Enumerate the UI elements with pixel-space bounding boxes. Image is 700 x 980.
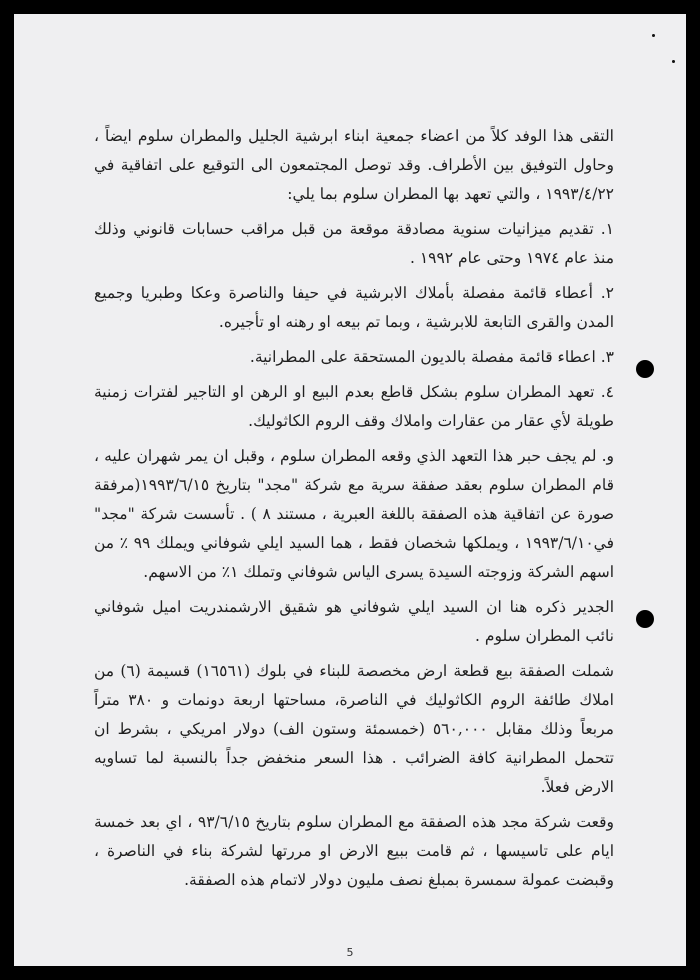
paragraph-note: الجدير ذكره هنا ان السيد ايلي شوفاني هو شقيق الارشمندريت اميل شوفاني نائب المطران سلوم .	[94, 598, 614, 645]
paragraph-item-1: ١. تقديم ميزانيات سنوية مصادقة موقعة من قبل مراقب حسابات قانوني وذلك منذ عام ١٩٧٤ وحتى عام ١٩٩٢ .	[94, 220, 614, 267]
document-body	[94, 122, 614, 901]
document-page	[14, 14, 686, 966]
paragraph-item-3: ٣. اعطاء قائمة مفصلة بالديون المستحقة على المطرانية.	[249, 348, 614, 366]
paragraph-closing: وقعت شركة مجد هذه الصفقة مع المطران سلوم بتاريخ ٩٣/٦/١٥ ، اي بعد خمسة ايام على تاسيسها ، ثم قامت ببيع الارض او مررتها لشركة بناء في الناصرة ، وقبضت عمولة سمسرة بمبلغ نصف مليون دولار لاتمام هذه الصفقة.	[94, 813, 614, 889]
paragraph-section-waw: و. لم يجف حبر هذا التعهد الذي وقعه المطران سلوم ، وقبل ان يمر شهران عليه ، قام المطران سلوم بعقد صفقة سرية مع شركة "مجد" بتاريخ ١٩٩٣/٦/١٥(مرفقة صورة عن اتفاقية هذه الصفقة باللغة العبرية ، مستند ٨ ) . تأسست شركة "مجد" في١٩٩٣/٦/١٠ ، ويملكها شخصان فقط ، هما السيد ايلي شوفاني ويملك ٩٩ ٪ من اسهم الشركة وزوجته السيدة يسرى الياس شوفاني وتملك ١٪ من الاسهم.	[94, 447, 614, 581]
corner-mark	[672, 60, 675, 63]
paragraph-deal: شملت الصفقة بيع قطعة ارض مخصصة للبناء في بلوك (١٦٥٦١) قسيمة (٦) من املاك طائفة الروم الكاثوليك في الناصرة، مساحتها اربعة دونمات و ٣٨٠ متراً مربعاً وذلك مقابل ٥٦٠,٠٠٠ (خمسمئة وستون الف) دولار امريكي ، بشرط ان تتحمل المطرانية كافة الضرائب . هذا السعر منخفض جداً بالنسبة لما تساويه الارض فعلاً.	[94, 662, 614, 796]
corner-mark	[652, 34, 655, 37]
page-number: 5	[346, 946, 354, 959]
punch-hole	[636, 610, 654, 628]
paragraph-item-2: ٢. أعطاء قائمة مفصلة بأملاك الابرشية في حيفا والناصرة وعكا وطبريا وجميع المدن والقرى التابعة للابرشية ، وبما تم بيعه او رهنه او تأجيره.	[94, 284, 614, 331]
paragraph-item-4: ٤. تعهد المطران سلوم بشكل قاطع بعدم البيع او الرهن او التاجير لفترات زمنية طويلة لأي عقار من عقارات واملاك وقف الروم الكاثوليك.	[94, 383, 614, 430]
paragraph-intro: التقى هذا الوفد كلاً من اعضاء جمعية ابناء ابرشية الجليل والمطران سلوم ايضاً ، وحاول التوفيق بين الأطراف. وقد توصل المجتمعون الى التوقيع على اتفاقية في ١٩٩٣/٤/٢٢ ، والتي تعهد بها المطران سلوم بما يلي:	[94, 127, 614, 203]
punch-hole	[636, 360, 654, 378]
